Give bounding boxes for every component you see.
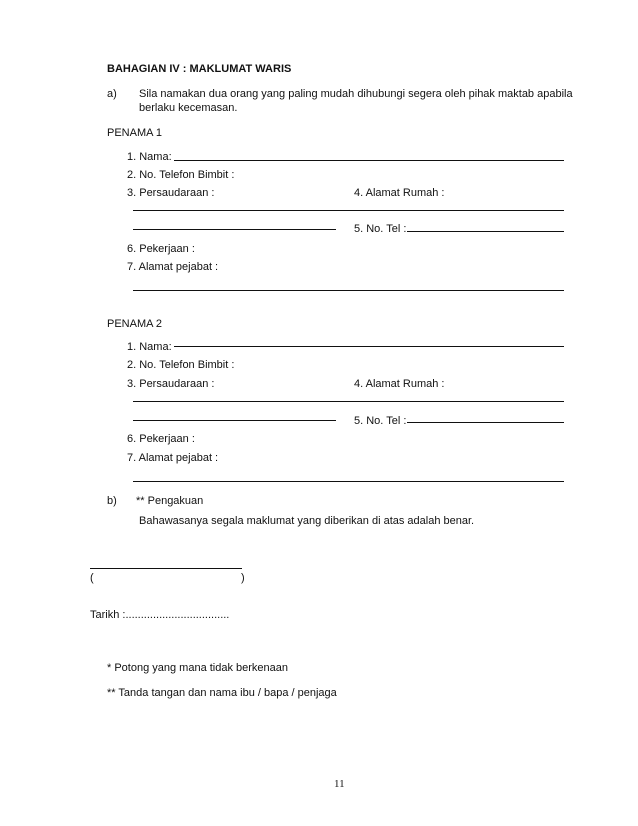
pengakuan-statement: Bahawasanya segala maklumat yang diberikan di atas adalah benar. — [139, 515, 475, 527]
penama-1-alamat-pejabat-label: 7. Alamat pejabat : — [127, 261, 219, 273]
penama-1-persaudaraan-label: 3. Persaudaraan : — [127, 187, 215, 199]
penama-1-alamat-rumah-field[interactable] — [133, 229, 336, 230]
penama-1-nama-label: 1. Nama: — [127, 151, 172, 163]
penama-1-alamat-rumah-label: 4. Alamat Rumah : — [354, 187, 445, 199]
pengakuan-title: ** Pengakuan — [136, 495, 204, 507]
penama-2-alamat-pejabat-label: 7. Alamat pejabat : — [127, 452, 219, 464]
penama-1-nama-field[interactable] — [174, 160, 564, 161]
penama-2-no-tel-label: 5. No. Tel : — [354, 415, 407, 427]
penama-1-no-tel-label: 5. No. Tel : — [354, 223, 407, 235]
page-number: 11 — [334, 778, 345, 790]
penama-2-nama-field[interactable] — [174, 346, 564, 347]
note-potong: * Potong yang mana tidak berkenaan — [107, 662, 289, 674]
penama-2-no-tel-field[interactable] — [407, 422, 564, 423]
intro-line-2: berlaku kecemasan. — [139, 102, 238, 114]
penama-2-alamat-rumah-label: 4. Alamat Rumah : — [354, 378, 445, 390]
penama-1-heading: PENAMA 1 — [107, 127, 163, 139]
section-title: BAHAGIAN IV : MAKLUMAT WARIS — [107, 63, 292, 75]
penama-1-telefon-label: 2. No. Telefon Bimbit : — [127, 169, 235, 181]
penama-2-nama-label: 1. Nama: — [127, 341, 172, 353]
penama-2-telefon-label: 2. No. Telefon Bimbit : — [127, 359, 235, 371]
signature-close-paren: ) — [241, 572, 245, 584]
penama-1-persaudaraan-field[interactable] — [133, 210, 564, 211]
signature-line[interactable] — [90, 568, 242, 569]
penama-2-alamat-rumah-field[interactable] — [133, 420, 336, 421]
penama-1-no-tel-field[interactable] — [407, 231, 564, 232]
intro-line-1: Sila namakan dua orang yang paling mudah dihubungi segera oleh pihak maktab apabila — [139, 88, 573, 100]
note-tanda-tangan: ** Tanda tangan dan nama ibu / bapa / penjaga — [107, 687, 337, 699]
signature-open-paren: ( — [90, 572, 94, 584]
penama-2-alamat-pejabat-field[interactable] — [133, 481, 564, 482]
tarikh-field[interactable]: Tarikh :.................................. — [90, 609, 230, 621]
penama-2-pekerjaan-label: 6. Pekerjaan : — [127, 433, 195, 445]
penama-2-heading: PENAMA 2 — [107, 318, 163, 330]
penama-1-pekerjaan-label: 6. Pekerjaan : — [127, 243, 195, 255]
intro-marker: a) — [107, 88, 117, 100]
pengakuan-marker: b) — [107, 495, 117, 507]
penama-2-persaudaraan-label: 3. Persaudaraan : — [127, 378, 215, 390]
penama-2-persaudaraan-field[interactable] — [133, 401, 564, 402]
penama-1-alamat-pejabat-field[interactable] — [133, 290, 564, 291]
